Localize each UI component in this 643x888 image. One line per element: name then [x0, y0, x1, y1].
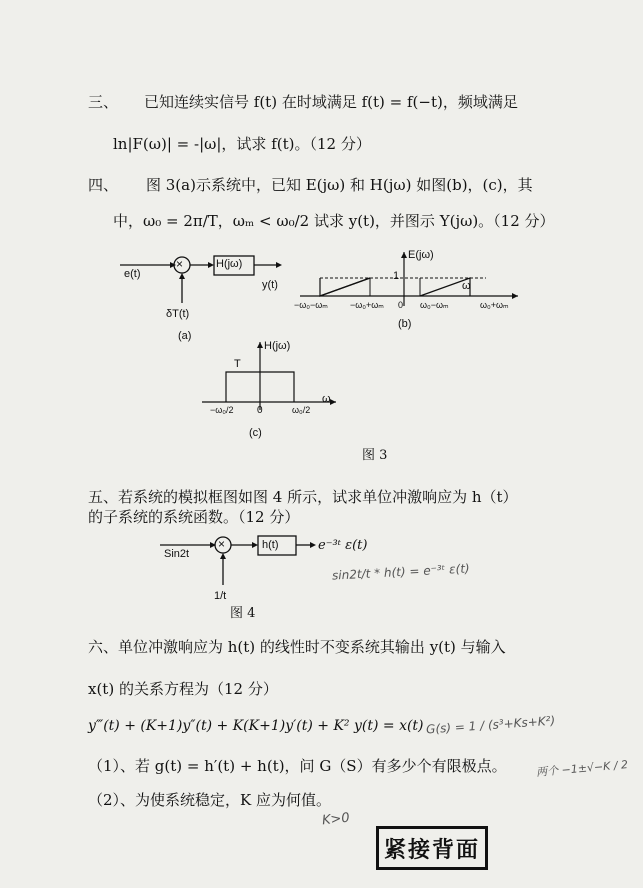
- q3-line1: 已知连续实信号 f(t) 在时域满足 f(t) = f(−t)，频域满足: [144, 93, 518, 111]
- fig3b-tick-3: 0: [398, 300, 404, 310]
- fig3b-caption: (b): [398, 318, 412, 330]
- fig3b-tick-5: ω₀+ωₘ: [480, 300, 509, 310]
- handwritten-note-transfer: G(s) = 1 / (s³+Ks+K²): [425, 713, 556, 737]
- fig4-input-label: Sin2t: [164, 548, 190, 560]
- fig3c-xlabel: ω: [322, 393, 331, 405]
- fig3b-tick-2: −ω₀+ωₘ: [350, 300, 384, 310]
- fig4-diagram: [160, 530, 320, 590]
- fig3a-diagram: [110, 245, 290, 345]
- fig4-output-label: e⁻³ᵗ ε(t): [318, 538, 368, 553]
- fig3c-tick-3: ω₀/2: [292, 405, 311, 415]
- fig3c-caption: (c): [249, 427, 262, 439]
- q5-line1: 五、若系统的模拟框图如图 4 所示，试求单位冲激响应为 h（t）: [88, 488, 518, 506]
- fig3b-tick-1: −ω₀−ωₘ: [294, 300, 328, 310]
- continue-overleaf-stamp: 紧接背面: [376, 826, 488, 870]
- q4-number: 四、: [88, 176, 119, 194]
- handwritten-note-poles: 两个 −1±√−K / 2: [535, 758, 629, 779]
- fig3a-impulse-label: δT(t): [166, 308, 190, 320]
- fig3b-omega-mark: ω: [462, 280, 471, 292]
- fig3c-ylabel: H(jω): [264, 340, 291, 352]
- fig4-block-label: h(t): [262, 539, 279, 551]
- q6-line2: x(t) 的关系方程为（12 分）: [88, 680, 278, 698]
- fig3a-input-label: e(t): [124, 268, 141, 280]
- q4-line2: 中，ω₀ = 2π/T，ωₘ < ω₀/2 试求 y(t)，并图示 Y(jω)。（12 分）: [113, 212, 555, 230]
- fig3a-block-label: H(jω): [216, 258, 243, 270]
- q4-line1: 图 3(a)示系统中，已知 E(jω) 和 H(jω) 如图(b)，(c)，其: [146, 176, 533, 194]
- fig3c-tick-1: −ω₀/2: [210, 405, 234, 415]
- fig3a-output-label: y(t): [262, 279, 278, 291]
- fig3c-level: T: [234, 358, 241, 370]
- handwritten-note-convolution: sin2t/t * h(t) = e⁻³ᵗ ε(t): [331, 561, 470, 583]
- fig3-caption: 图 3: [362, 448, 388, 463]
- q6-part1: （1）、若 g(t) = h′(t) + h(t)，问 G（S）有多少个有限极点。: [88, 757, 507, 775]
- q6-line1: 六、单位冲激响应为 h(t) 的线性时不变系统其输出 y(t) 与输入: [88, 638, 506, 656]
- q5-line2: 的子系统的系统函数。（12 分）: [88, 508, 300, 526]
- fig3c-tick-2: 0: [257, 405, 263, 416]
- q3-number: 三、: [88, 93, 119, 111]
- fig3a-multiplier-sign: ×: [176, 257, 184, 271]
- fig3b-level-one: 1: [393, 270, 400, 282]
- fig3b-tick-4: ω₀−ωₘ: [420, 300, 449, 310]
- q6-equation: y‴(t) + (K+1)y″(t) + K(K+1)y′(t) + K² y(t) = x(t): [88, 718, 424, 734]
- q3-line2: ln|F(ω)| = -|ω|，试求 f(t)。（12 分）: [113, 135, 371, 153]
- fig4-multiplier-sign: ×: [218, 537, 226, 551]
- fig3b-ylabel: E(jω): [408, 249, 434, 261]
- fig3a-caption: (a): [178, 330, 192, 342]
- handwritten-note-stability: K>0: [321, 810, 351, 829]
- fig4-caption: 图 4: [230, 606, 256, 621]
- fig4-bottom-label: 1/t: [214, 590, 227, 602]
- q6-part2: （2）、为使系统稳定，K 应为何值。: [88, 791, 332, 809]
